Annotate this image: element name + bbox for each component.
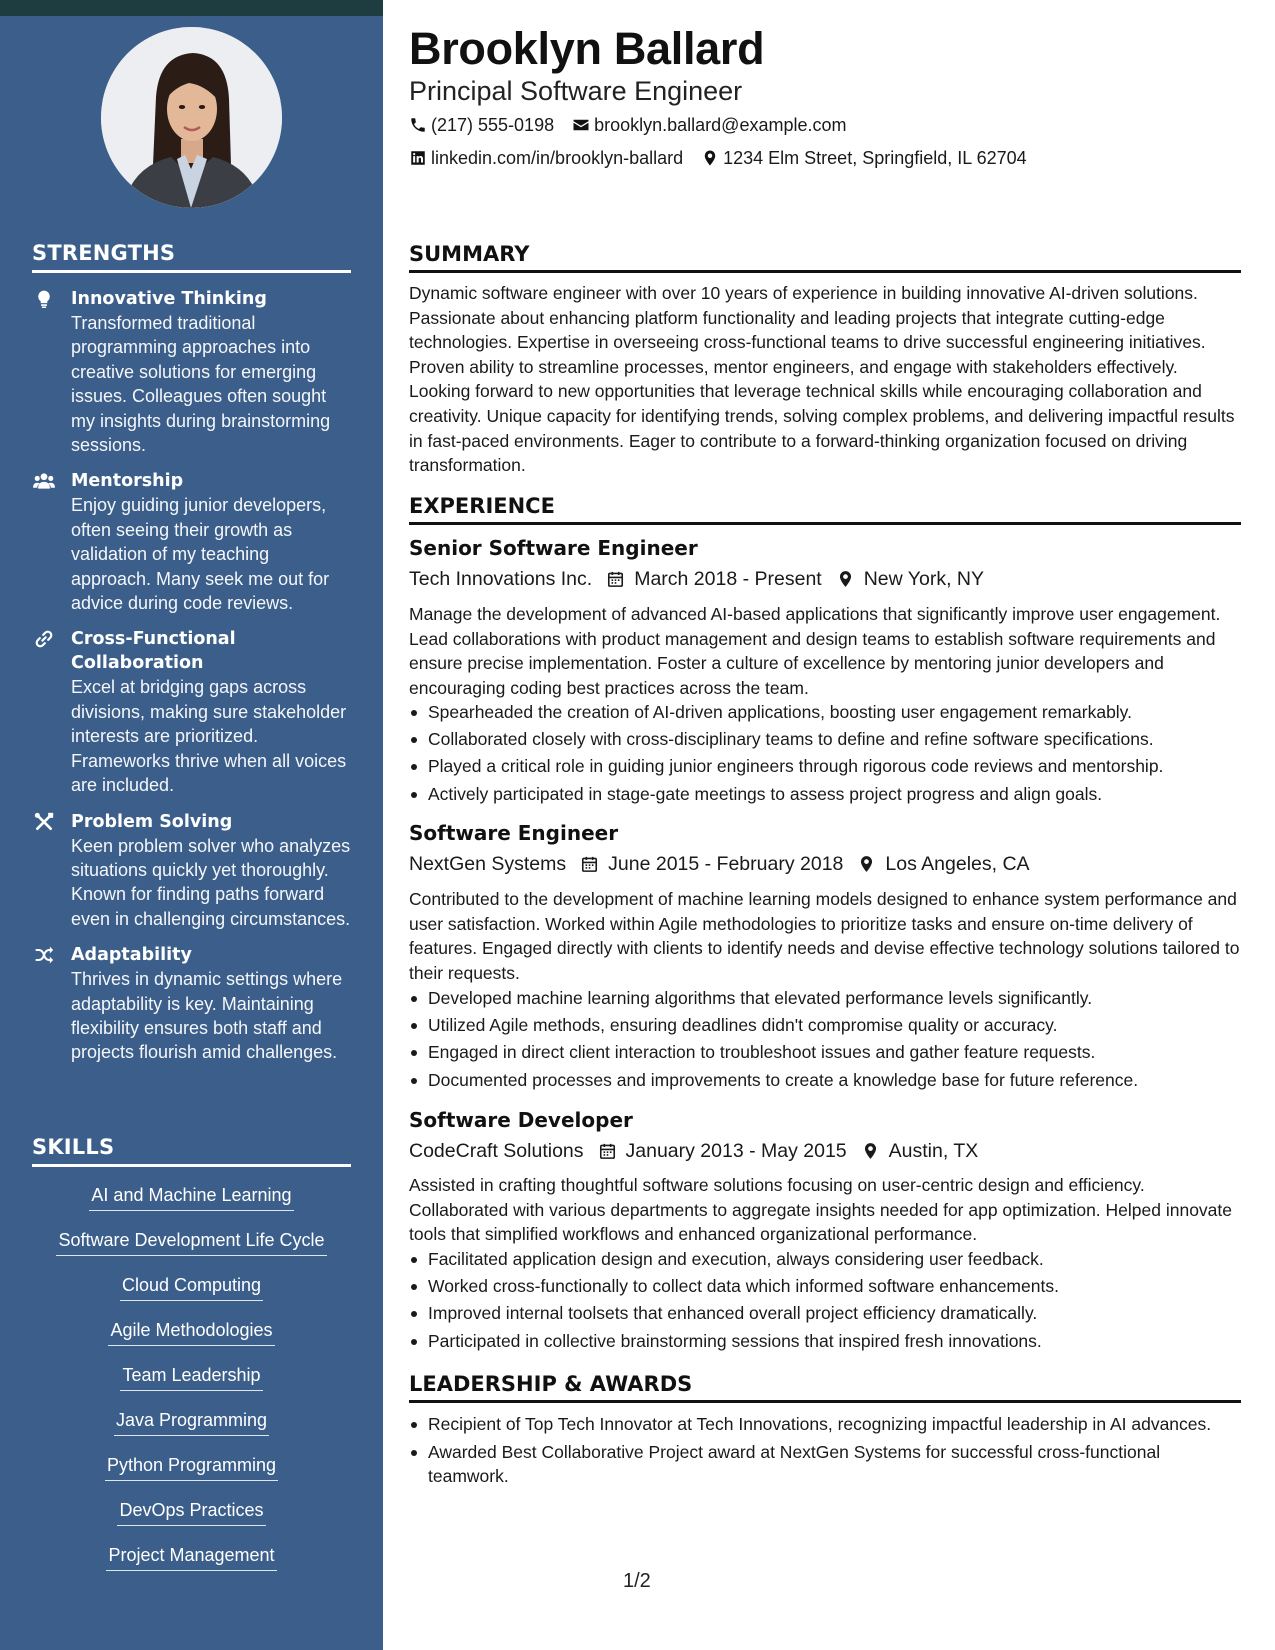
bullet-item: Documented processes and improvements to create a knowledge base for future reference. xyxy=(409,1068,1241,1093)
address-text: 1234 Elm Street, Springfield, IL 62704 xyxy=(723,148,1027,168)
linkedin-text: linkedin.com/in/brooklyn-ballard xyxy=(431,148,684,168)
contact-row xyxy=(409,146,1045,170)
skill-label: AI and Machine Learning xyxy=(89,1183,293,1211)
award-item: Awarded Best Collaborative Project award at NextGen Systems for successful cross-functional teamwork. xyxy=(409,1440,1241,1489)
job-description: Manage the development of advanced AI-based applications that significantly improve user engagement. Lead collaborations with product management and design teams to establish software requirements and ensure precise implementation. Foster a culture of excellence by mentoring junior developers and encouraging coding best practices across the team. xyxy=(409,604,1221,698)
awards-list xyxy=(409,1412,1241,1491)
strength-item xyxy=(32,943,352,1065)
page-number: 1/2 xyxy=(623,1570,651,1592)
award-item: Recipient of Top Tech Innovator at Tech Innovations, recognizing impactful leadership in AI advances. xyxy=(409,1412,1241,1437)
strength-item xyxy=(32,810,352,932)
strength-description: Excel at bridging gaps across divisions, making sure stakeholder interests are prioritized. Frameworks thrive when all voices are included. xyxy=(71,677,347,796)
skill-label: Project Management xyxy=(106,1543,276,1571)
job-dates xyxy=(606,566,822,592)
skill-item xyxy=(32,1498,351,1543)
job-dates xyxy=(580,851,843,877)
strength-item xyxy=(32,287,352,457)
job-location xyxy=(857,851,1029,877)
strength-name: Innovative Thinking xyxy=(71,289,267,309)
skill-label: Cloud Computing xyxy=(120,1273,263,1301)
job-description: Contributed to the development of machine learning models designed to enhance system performance and user satisfaction. Worked within Agile methodologies to prioritize tasks and ensure on-time delivery of features. Engaged directly with clients to identify needs and devise effective technology solutions tailored to their requests. xyxy=(409,889,1240,983)
bullet-item: Collaborated closely with cross-disciplinary teams to define and refine software specifications. xyxy=(409,727,1241,752)
strength-description: Enjoy guiding junior developers, often seeing their growth as validation of my teaching approach. Many seek me out for advice during code reviews. xyxy=(71,495,330,614)
skill-label: Software Development Life Cycle xyxy=(56,1228,326,1256)
profile-photo-image xyxy=(101,27,282,208)
job-meta xyxy=(409,851,1044,877)
skills-list xyxy=(32,1183,351,1588)
bullet-item: Engaged in direct client interaction to troubleshoot issues and gather feature requests. xyxy=(409,1040,1241,1065)
strength-description: Transformed traditional programming approaches into creative solutions for emerging issues. Colleagues often sought my insights during brainstorming sessions. xyxy=(71,313,331,456)
dates-text: January 2013 - May 2015 xyxy=(625,1140,847,1162)
job-bullets xyxy=(409,700,1241,809)
skill-item xyxy=(32,1318,351,1363)
strengths-heading: STRENGTHS xyxy=(32,241,351,273)
map-pin-icon xyxy=(857,854,876,874)
summary-heading: SUMMARY xyxy=(409,240,1241,273)
bullet-item: Facilitated application design and execution, always considering user feedback. xyxy=(409,1247,1241,1272)
phone-text: (217) 555-0198 xyxy=(431,115,555,135)
calendar-icon xyxy=(598,1141,617,1161)
job-title: Software Engineer xyxy=(409,821,619,845)
location-text: Los Angeles, CA xyxy=(885,853,1030,875)
email-text: brooklyn.ballard@example.com xyxy=(594,115,847,135)
bullet-item: Worked cross-functionally to collect data which informed software enhancements. xyxy=(409,1274,1241,1299)
location-text: Austin, TX xyxy=(888,1140,979,1162)
skill-label: Python Programming xyxy=(105,1453,278,1481)
strength-description: Thrives in dynamic settings where adaptability is key. Maintaining flexibility ensures both staff and projects flourish amid challenges. xyxy=(71,969,343,1063)
company-name: NextGen Systems xyxy=(409,853,567,875)
linkedin-icon xyxy=(409,149,427,167)
job-dates xyxy=(598,1138,847,1164)
lightbulb-icon xyxy=(32,289,56,311)
bullet-item: Developed machine learning algorithms that elevated performance levels significantly. xyxy=(409,986,1241,1011)
skill-item xyxy=(32,1408,351,1453)
strength-name: Problem Solving xyxy=(71,811,233,832)
skill-item xyxy=(32,1228,351,1273)
job-meta xyxy=(409,566,998,592)
address-contact xyxy=(701,146,1027,170)
skills-heading: SKILLS xyxy=(32,1135,351,1167)
strength-description: Keen problem solver who analyzes situations quickly yet thoroughly. Known for finding paths forward even in challenging circumstances. xyxy=(71,835,351,929)
skill-item xyxy=(32,1183,351,1228)
skill-label: DevOps Practices xyxy=(117,1498,265,1526)
job-meta xyxy=(409,1138,992,1164)
skill-label: Agile Methodologies xyxy=(108,1318,274,1346)
bullet-item: Participated in collective brainstorming sessions that inspired fresh innovations. xyxy=(409,1329,1241,1354)
strengths-list xyxy=(32,287,352,1077)
location-text: New York, NY xyxy=(863,568,985,590)
phone-contact xyxy=(409,113,554,137)
sidebar-top-bar xyxy=(0,0,383,16)
tools-icon xyxy=(32,812,56,834)
job-location xyxy=(861,1138,979,1164)
bullet-item: Spearheaded the creation of AI-driven applications, boosting user engagement remarkably. xyxy=(409,700,1241,725)
skill-label: Java Programming xyxy=(114,1408,269,1436)
skill-item xyxy=(32,1363,351,1408)
job-title: Software Developer xyxy=(409,1108,633,1132)
strength-item xyxy=(32,469,352,615)
strength-name: Mentorship xyxy=(71,471,184,492)
job-bullets xyxy=(409,986,1241,1095)
company-name: Tech Innovations Inc. xyxy=(409,568,593,590)
job-bullets xyxy=(409,1247,1241,1356)
linkedin-contact xyxy=(409,146,683,170)
strength-name: Adaptability xyxy=(71,945,192,966)
calendar-icon xyxy=(580,854,599,874)
map-pin-icon xyxy=(861,1141,880,1161)
bullet-item: Improved internal toolsets that enhanced overall project efficiency dramatically. xyxy=(409,1301,1241,1326)
envelope-icon xyxy=(572,116,590,134)
calendar-icon xyxy=(606,569,625,589)
shuffle-icon xyxy=(32,945,56,967)
contact-row xyxy=(409,113,864,137)
map-pin-icon xyxy=(701,149,719,167)
bullet-item: Actively participated in stage-gate meetings to assess project progress and align goals. xyxy=(409,782,1241,807)
dates-text: March 2018 - Present xyxy=(634,568,822,590)
company-name: CodeCraft Solutions xyxy=(409,1140,584,1162)
bullet-item: Utilized Agile methods, ensuring deadlines didn't compromise quality or accuracy. xyxy=(409,1013,1241,1038)
skill-item xyxy=(32,1543,351,1588)
candidate-name: Brooklyn Ballard xyxy=(409,23,765,74)
job-title: Senior Software Engineer xyxy=(409,536,698,560)
strength-item xyxy=(32,627,352,797)
profile-photo xyxy=(101,27,282,208)
strength-name: Cross-Functional Collaboration xyxy=(71,629,236,674)
candidate-title: Principal Software Engineer xyxy=(409,76,743,106)
job-description: Assisted in crafting thoughtful software solutions focusing on user-centric design and efficiency. Collaborated with various departments to aggregate insights needed for app optimization. Helped innovate tools that simplified workflows and enhanced organizational performance. xyxy=(409,1175,1233,1245)
experience-heading: EXPERIENCE xyxy=(409,492,1241,525)
skill-item xyxy=(32,1453,351,1498)
bullet-item: Played a critical role in guiding junior engineers through rigorous code reviews and mentorship. xyxy=(409,754,1241,779)
summary-text: Dynamic software engineer with over 10 years of experience in building innovative AI-driven solutions. Passionate about enhancing platform functionality and leading projects that integrate cutting-edge technologies. Expertise in overseeing cross-functional teams to drive successful engineering initiatives. Proven ability to streamline processes, mentor engineers, and engage with stakeholders effectively. Looking forward to new opportunities that leverage technical skills while encouraging collaboration and creativity. Unique capacity for identifying trends, solving complex problems, and delivering impactful results in fast-paced environments. Eager to contribute to a forward-thinking organization focused on driving transformation. xyxy=(409,283,1235,476)
dates-text: June 2015 - February 2018 xyxy=(608,853,844,875)
skill-item xyxy=(32,1273,351,1318)
phone-icon xyxy=(409,116,427,134)
skill-label: Team Leadership xyxy=(120,1363,262,1391)
sidebar xyxy=(0,0,383,1650)
map-pin-icon xyxy=(836,569,855,589)
users-icon xyxy=(32,471,56,493)
job-location xyxy=(836,566,984,592)
email-contact xyxy=(572,113,846,137)
awards-heading: LEADERSHIP & AWARDS xyxy=(409,1370,1241,1403)
link-icon xyxy=(32,629,56,651)
